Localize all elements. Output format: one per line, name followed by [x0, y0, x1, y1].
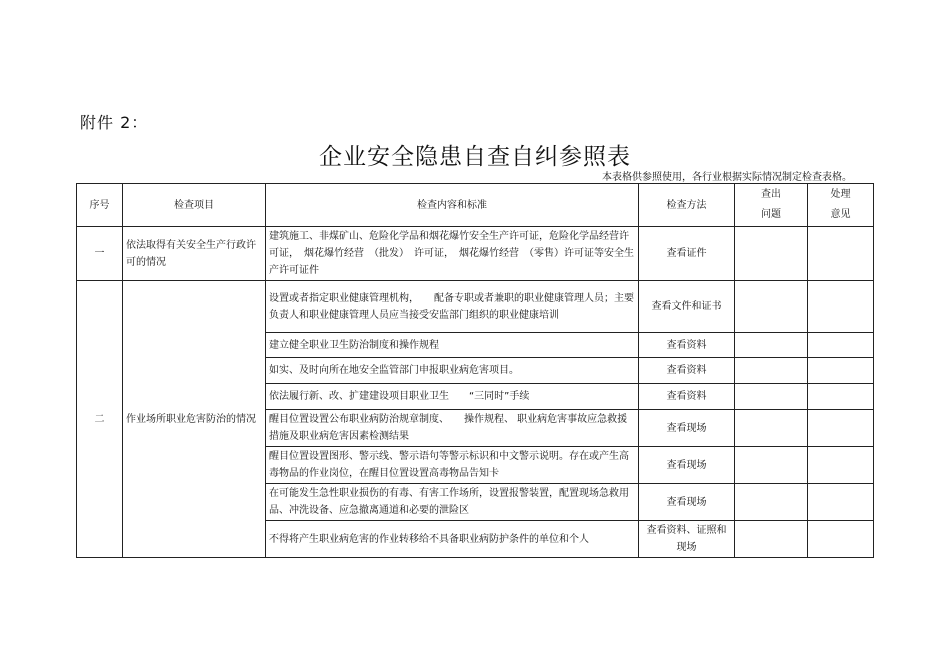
handle-cell[interactable]: [808, 358, 874, 384]
table-row: [77, 227, 874, 281]
handle-cell[interactable]: [808, 333, 874, 358]
handle-cell[interactable]: [808, 410, 874, 447]
content-cell: 设置或者指定职业健康管理机构， 配备专职或者兼职的职业健康管理人员；主要负责人和职业健康管理人员应当接受安监部门组织的职业健康培训: [266, 281, 639, 333]
header-seq: 序号: [77, 184, 123, 227]
content-cell: 醒目位置设置图形、警示线、警示语句等警示标识和中文警示说明。存在或产生高毒物品的作业岗位，在醒目位置设置高毒物品告知卡: [266, 447, 639, 484]
method-cell: 查看资料、证照和现场: [639, 521, 735, 558]
method-cell: 查看现场: [639, 447, 735, 484]
content-cell: 醒目位置设置公布职业病防治规章制度、 操作规程、 职业病危害事故应急救援措施及职业病危害因素检测结果: [266, 410, 639, 447]
attachment-label: 附件 2：: [80, 113, 149, 132]
header-item: 检查项目: [123, 184, 266, 227]
method-cell: 查看资料: [639, 384, 735, 410]
header-handle: 处理 意见: [808, 184, 874, 227]
content-cell: 在可能发生急性职业损伤的有毒、有害工作场所，设置报警装置，配置现场急救用品、冲洗设备、应急撤离通道和必要的泄险区: [266, 484, 639, 521]
handle-cell[interactable]: [808, 384, 874, 410]
found-cell[interactable]: [735, 384, 808, 410]
found-cell[interactable]: [735, 484, 808, 521]
method-cell: 查看资料: [639, 358, 735, 384]
found-cell[interactable]: [735, 227, 808, 281]
found-cell[interactable]: [735, 333, 808, 358]
handle-cell[interactable]: [808, 281, 874, 333]
header-found: 查出 问题: [735, 184, 808, 227]
content-cell: 如实、及时向所在地安全监管部门申报职业病危害项目。: [266, 358, 639, 384]
content-cell: 建立健全职业卫生防治制度和操作规程: [266, 333, 639, 358]
section-item: 作业场所职业危害防治的情况: [123, 281, 266, 558]
page-title: 企业安全隐患自查自纠参照表: [319, 144, 631, 170]
method-cell: 查看现场: [639, 484, 735, 521]
section-item: 依法取得有关安全生产行政许可的情况: [123, 227, 266, 281]
content-cell: 建筑施工、非煤矿山、危险化学品和烟花爆竹安全生产许可证，危险化学品经营许可证， 烟花爆竹经营 （批发） 许可证， 烟花爆竹经营 （零售）许可证等安全生产许可证件: [266, 227, 639, 281]
content-cell: 不得将产生职业病危害的作业转移给不具备职业病防护条件的单位和个人: [266, 521, 639, 558]
method-cell: 查看现场: [639, 410, 735, 447]
handle-cell[interactable]: [808, 484, 874, 521]
content-cell: 依法履行新、改、扩建建设项目职业卫生 “三同时”手续: [266, 384, 639, 410]
header-row: [77, 184, 874, 227]
usage-note: 本表格供参照使用，各行业根据实际情况制定检查表格。: [602, 172, 852, 183]
checklist-table: [76, 183, 874, 558]
header-method: 检查方法: [639, 184, 735, 227]
found-cell[interactable]: [735, 447, 808, 484]
handle-cell[interactable]: [808, 227, 874, 281]
method-cell: 查看证件: [639, 227, 735, 281]
found-cell[interactable]: [735, 410, 808, 447]
section-seq: 一: [77, 227, 123, 281]
section-seq: 二: [77, 281, 123, 558]
table-row: [77, 281, 874, 333]
handle-cell[interactable]: [808, 447, 874, 484]
method-cell: 查看资料: [639, 333, 735, 358]
method-cell: 查看文件和证书: [639, 281, 735, 333]
handle-cell[interactable]: [808, 521, 874, 558]
header-content: 检查内容和标准: [266, 184, 639, 227]
found-cell[interactable]: [735, 521, 808, 558]
found-cell[interactable]: [735, 358, 808, 384]
found-cell[interactable]: [735, 281, 808, 333]
